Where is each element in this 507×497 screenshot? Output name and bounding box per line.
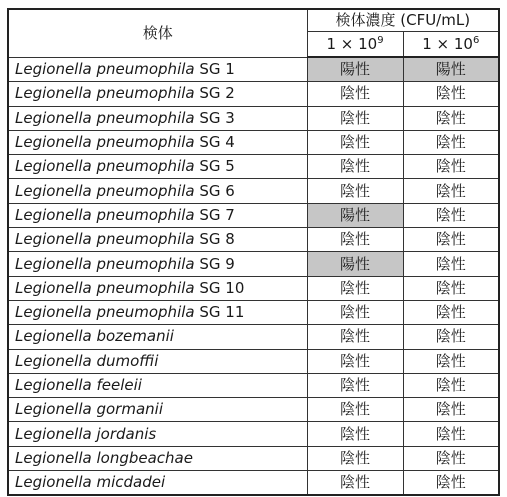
dilution-header-1e9	[307, 32, 403, 58]
table-body	[8, 57, 499, 495]
result-cell-positive: 陽性	[403, 57, 499, 82]
table-row	[8, 228, 499, 252]
specimen-name-cell	[8, 57, 307, 82]
dilution-base: 1 × 10	[326, 34, 378, 53]
table-row	[8, 276, 499, 300]
results-table-container	[7, 8, 500, 496]
serogroup-label: SG 7	[194, 205, 235, 224]
specimen-name-cell	[8, 82, 307, 106]
serogroup-label: SG 8	[194, 230, 235, 249]
species-name: Legionella bozemanii	[15, 327, 174, 346]
species-name: Legionella pneumophila	[15, 254, 195, 273]
table-row	[8, 300, 499, 324]
result-cell-negative: 陰性	[403, 373, 499, 397]
serogroup-label: SG 10	[194, 278, 245, 297]
species-name: Legionella pneumophila	[15, 157, 195, 176]
table-row	[8, 471, 499, 496]
table-row	[8, 422, 499, 446]
concentration-column-header: 検体濃度 (CFU/mL)	[307, 9, 499, 32]
table-row	[8, 179, 499, 203]
result-cell-negative: 陰性	[307, 179, 403, 203]
result-cell-negative: 陰性	[403, 82, 499, 106]
species-name: Legionella micdadei	[15, 473, 166, 492]
specimen-name-cell	[8, 325, 307, 349]
result-cell-negative: 陰性	[403, 228, 499, 252]
result-cell-negative: 陰性	[307, 471, 403, 496]
species-name: Legionella pneumophila	[15, 205, 195, 224]
table-row	[8, 155, 499, 179]
result-cell-negative: 陰性	[403, 398, 499, 422]
result-cell-negative: 陰性	[307, 82, 403, 106]
result-cell-negative: 陰性	[307, 106, 403, 130]
dilution-header-1e6	[403, 32, 499, 58]
species-name: Legionella longbeachae	[15, 448, 193, 467]
result-cell-negative: 陰性	[307, 373, 403, 397]
specimen-name-cell	[8, 349, 307, 373]
serogroup-label: SG 3	[194, 108, 235, 127]
header-row-top	[8, 9, 499, 32]
result-cell-negative: 陰性	[403, 471, 499, 496]
result-cell-negative: 陰性	[403, 300, 499, 324]
result-cell-negative: 陰性	[307, 276, 403, 300]
specimen-name-cell	[8, 179, 307, 203]
specimen-name-cell	[8, 422, 307, 446]
species-name: Legionella pneumophila	[15, 278, 195, 297]
specimen-name-cell	[8, 373, 307, 397]
specimen-name-cell	[8, 130, 307, 154]
table-row	[8, 203, 499, 227]
table-row	[8, 57, 499, 82]
specimen-name-cell	[8, 398, 307, 422]
dilution-exponent: 9	[377, 34, 384, 46]
serogroup-label: SG 5	[194, 157, 235, 176]
specimen-name-cell	[8, 106, 307, 130]
table-row	[8, 106, 499, 130]
result-cell-negative: 陰性	[403, 276, 499, 300]
species-name: Legionella pneumophila	[15, 303, 195, 322]
result-cell-negative: 陰性	[403, 179, 499, 203]
result-cell-negative: 陰性	[403, 325, 499, 349]
specimen-name-cell	[8, 252, 307, 276]
specimen-name-cell	[8, 446, 307, 470]
table-row	[8, 130, 499, 154]
specimen-name-cell	[8, 300, 307, 324]
specimen-name-cell	[8, 471, 307, 496]
result-cell-negative: 陰性	[307, 446, 403, 470]
result-cell-negative: 陰性	[403, 106, 499, 130]
specimen-name-cell	[8, 276, 307, 300]
result-cell-negative: 陰性	[307, 398, 403, 422]
table-row	[8, 325, 499, 349]
serogroup-label: SG 4	[194, 133, 235, 152]
specimen-name-cell	[8, 228, 307, 252]
result-cell-negative: 陰性	[403, 252, 499, 276]
species-name: Legionella pneumophila	[15, 108, 195, 127]
table-row	[8, 252, 499, 276]
result-cell-negative: 陰性	[403, 203, 499, 227]
result-cell-negative: 陰性	[307, 228, 403, 252]
species-name: Legionella pneumophila	[15, 59, 195, 78]
result-cell-negative: 陰性	[307, 325, 403, 349]
result-cell-positive: 陽性	[307, 57, 403, 82]
species-name: Legionella pneumophila	[15, 181, 195, 200]
species-name: Legionella pneumophila	[15, 84, 195, 103]
table-row	[8, 349, 499, 373]
species-name: Legionella jordanis	[15, 424, 157, 443]
specimen-name-cell	[8, 203, 307, 227]
result-cell-negative: 陰性	[403, 349, 499, 373]
serogroup-label: SG 2	[194, 84, 235, 103]
result-cell-positive: 陽性	[307, 252, 403, 276]
species-name: Legionella gormanii	[15, 400, 163, 419]
dilution-base: 1 × 10	[422, 34, 473, 53]
result-cell-negative: 陰性	[307, 422, 403, 446]
specimen-column-header: 検体	[8, 9, 307, 57]
specimen-name-cell	[8, 155, 307, 179]
result-cell-negative: 陰性	[403, 130, 499, 154]
table-row	[8, 373, 499, 397]
serogroup-label: SG 9	[194, 254, 235, 273]
species-name: Legionella dumoffii	[15, 351, 159, 370]
species-name: Legionella feeleii	[15, 376, 142, 394]
result-cell-positive: 陽性	[307, 203, 403, 227]
dilution-exponent: 6	[472, 34, 480, 46]
table-row	[8, 82, 499, 106]
results-table	[7, 8, 500, 496]
result-cell-negative: 陰性	[307, 130, 403, 154]
species-name: Legionella pneumophila	[15, 230, 195, 249]
serogroup-label: SG 11	[194, 303, 245, 322]
result-cell-negative: 陰性	[307, 349, 403, 373]
table-header	[8, 9, 499, 57]
result-cell-negative: 陰性	[307, 300, 403, 324]
table-row	[8, 446, 499, 470]
result-cell-negative: 陰性	[403, 422, 499, 446]
result-cell-negative: 陰性	[403, 155, 499, 179]
result-cell-negative: 陰性	[403, 446, 499, 470]
serogroup-label: SG 6	[194, 181, 235, 200]
serogroup-label: SG 1	[194, 59, 235, 78]
result-cell-negative: 陰性	[307, 155, 403, 179]
table-row	[8, 398, 499, 422]
species-name: Legionella pneumophila	[15, 133, 195, 152]
